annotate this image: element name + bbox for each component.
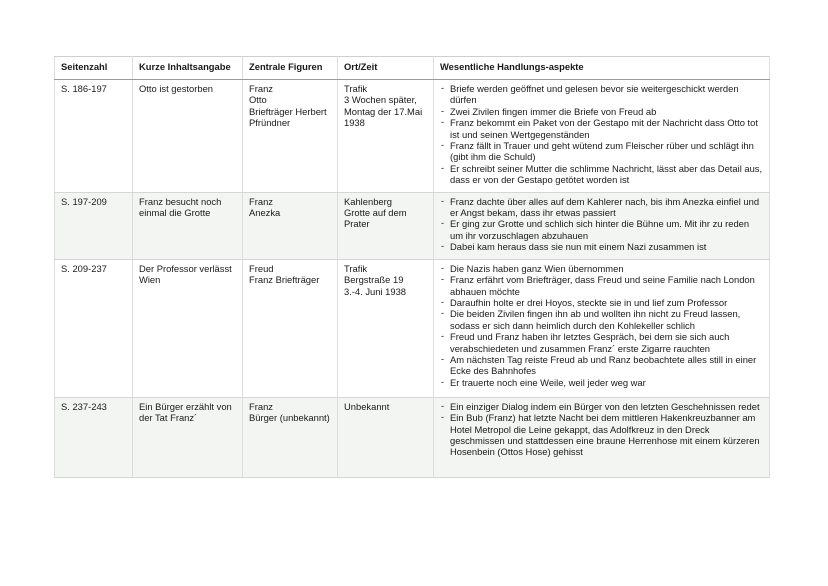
cell-figures: Freud Franz Briefträger: [243, 259, 338, 397]
list-item: - Franz erfährt vom Briefträger, dass Freud und seine Familie nach London abhauen möchte: [440, 274, 763, 297]
cell-figures: Franz Bürger (unbekannt): [243, 397, 338, 477]
cell-aspects: [434, 192, 770, 259]
list-item: - Franz bekommt ein Paket von der Gestapo mit der Nachricht dass Otto tot ist und seinen Wertgegenständen: [440, 117, 763, 140]
summary-table: [54, 56, 770, 478]
cell-pages: S. 197-209: [55, 192, 133, 259]
cell-summary: Ein Bürger erzählt von der Tat Franz´: [133, 397, 243, 477]
cell-place-time: Trafik Bergstraße 19 3.-4. Juni 1938: [338, 259, 434, 397]
list-item: - Daraufhin holte er drei Hoyos, steckte sie in und lief zum Professor: [440, 297, 763, 308]
header-summary: Kurze Inhaltsangabe: [133, 57, 243, 80]
cell-summary: Franz besucht noch einmal die Grotte: [133, 192, 243, 259]
list-item: - Er trauerte noch eine Weile, weil jeder weg war: [440, 377, 763, 388]
cell-aspects: [434, 259, 770, 397]
list-item: - Ein einziger Dialog indem ein Bürger von den letzten Geschehnissen redet: [440, 401, 763, 412]
cell-figures: Franz Anezka: [243, 192, 338, 259]
list-item: - Die beiden Zivilen fingen ihn ab und wollten ihn nicht zu Freud lassen, sodass er sich dann heimlich durch den Kohlekeller schlich: [440, 308, 763, 331]
list-item: - Franz fällt in Trauer und geht wütend zum Fleischer rüber und schlägt ihn (gibt ihm die Schuld): [440, 140, 763, 163]
cell-pages: S. 186-197: [55, 80, 133, 193]
cell-aspects: [434, 397, 770, 477]
header-pages: Seitenzahl: [55, 57, 133, 80]
cell-summary: Der Professor verlässt Wien: [133, 259, 243, 397]
table-header-row: [55, 57, 770, 80]
header-aspects: Wesentliche Handlungs-aspekte: [434, 57, 770, 80]
cell-summary: Otto ist gestorben: [133, 80, 243, 193]
list-item: - Die Nazis haben ganz Wien übernommen: [440, 263, 763, 274]
table-row: [55, 80, 770, 193]
cell-pages: S. 209-237: [55, 259, 133, 397]
cell-figures: Franz Otto Briefträger Herbert Pfründner: [243, 80, 338, 193]
list-item: - Franz dachte über alles auf dem Kahlerer nach, bis ihm Anezka einfiel und er Angst bekam, dass ihr etwas passiert: [440, 196, 763, 219]
table-row: [55, 259, 770, 397]
table-row: [55, 192, 770, 259]
list-item: - Freud und Franz haben ihr letztes Gespräch, bei dem sie sich auch verabschiedeten und zusammen Franz´ erste Zigarre rauchten: [440, 331, 763, 354]
list-item: - Dabei kam heraus dass sie nun mit einem Nazi zusammen ist: [440, 241, 763, 252]
list-item: - Er ging zur Grotte und schlich sich hinter die Bühne um. Mit ihr zu reden um ihr vorzuschlagen abzuhauen: [440, 218, 763, 241]
document-page: [54, 56, 769, 478]
header-figures: Zentrale Figuren: [243, 57, 338, 80]
cell-place-time: Trafik 3 Wochen später, Montag der 17.Mai 1938: [338, 80, 434, 193]
cell-pages: S. 237-243: [55, 397, 133, 477]
cell-aspects: [434, 80, 770, 193]
cell-place-time: Unbekannt: [338, 397, 434, 477]
list-item: - Am nächsten Tag reiste Freud ab und Ranz beobachtete alles still in einer Ecke des Bahnhofes: [440, 354, 763, 377]
list-item: - Ein Bub (Franz) hat letzte Nacht bei dem mittleren Hakenkreuzbanner am Hotel Metropol die Leine gekappt, das Adolfkreuz in den Dreck geschmissen und stattdessen eine braune Herrenhose mit einem kürzeren Hosenbein (Ottos Hose) gehisst: [440, 412, 763, 458]
list-item: - Er schreibt seiner Mutter die schlimme Nachricht, lässt aber das Detail aus, dass er von der Gestapo getötet worden ist: [440, 163, 763, 186]
list-item: - Briefe werden geöffnet und gelesen bevor sie weitergeschickt werden dürfen: [440, 83, 763, 106]
cell-place-time: Kahlenberg Grotte auf dem Prater: [338, 192, 434, 259]
table-row: [55, 397, 770, 477]
header-place-time: Ort/Zeit: [338, 57, 434, 80]
list-item: - Zwei Zivilen fingen immer die Briefe von Freud ab: [440, 106, 763, 117]
